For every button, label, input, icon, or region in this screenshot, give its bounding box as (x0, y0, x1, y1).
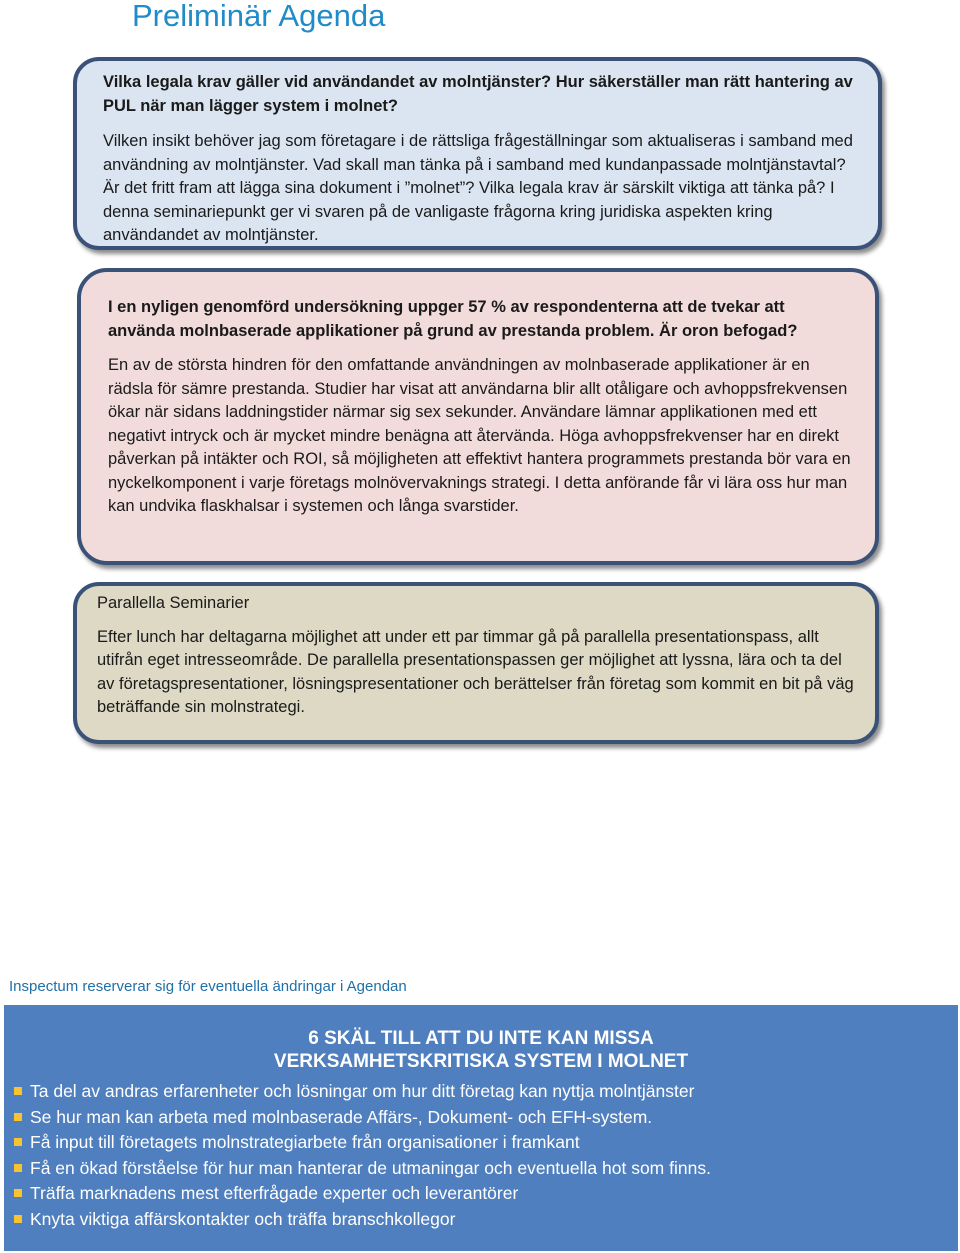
banner-heading-line-1: 6 SKÄL TILL ATT DU INTE KAN MISSA (308, 1028, 654, 1049)
agenda-disclaimer: Inspectum reserverar sig för eventuella ändringar i Agendan (9, 978, 407, 995)
page-title: Preliminär Agenda (132, 0, 386, 33)
reason-item (14, 1207, 958, 1233)
reason-text: Träffa marknadens mest efterfrågade experter och leverantörer (30, 1183, 519, 1203)
agenda-body: Efter lunch har deltagarna möjlighet att under ett par timmar gå på parallella presentationspass, allt utifrån eget intresseområde. De parallella presentationspassen ger möjlighet att lyssna, lära och ta del av företagspresentationer, lösningspresentationer och berättelser från företag som kommit en bit på väg beträffande sin molnstrategi. (97, 627, 854, 716)
agenda-box-performance (77, 268, 879, 565)
reason-item (14, 1079, 958, 1105)
reason-item (14, 1181, 958, 1207)
agenda-body: Vilken insikt behöver jag som företagare i de rättsliga frågeställningar som aktualiseras i samband med användning av molntjänster. Vad skall man tänka på i samband med kundanpassade molntjänstavtal? Är det fritt fram att lägga sina dokument i ”molnet”? Vilka legala krav är särskilt viktiga att tänka på? I denna seminariepunkt ger vi svaren på de vanligaste frågorna kring juridiska aspekten kring användandet av molntjänster. (103, 132, 853, 244)
reason-item (14, 1156, 958, 1182)
agenda-body: En av de största hindren för den omfattande användningen av molnbaserade applikationer är en rädsla för sämre prestanda. Studier har visat att användarna blir allt otåligare och avhoppsfrekvensen ökar när sidans laddningstider närmar sig sex sekunder. Användare lämnar applikationen med ett negativt intryck och är mycket mindre benägna att återvända. Höga avhoppsfrekvenser har en direkt påverkan på intäkter och ROI, så möjligheten att effektivt hantera programmets prestanda bör vara en nyckelkomponent i varje företags molnövervaknings strategi. I detta anförande får vi lära oss hur man kan undvika flaskhalsar i systemen och långa svarstider. (108, 356, 851, 515)
agenda-question: Vilka legala krav gäller vid användandet av molntjänster? Hur säkerställer man rätt hantering av PUL när man lägger system i molnet? (103, 73, 853, 115)
banner-heading-line-2: VERKSAMHETSKRITISKA SYSTEM I MOLNET (273, 1051, 689, 1072)
reason-text: Få input till företagets molnstrategiarbete från organisationer i framkant (30, 1132, 580, 1152)
square-bullet-icon (14, 1189, 22, 1197)
agenda-box-parallel-seminars (73, 582, 879, 744)
reason-text: Se hur man kan arbeta med molnbaserade Affärs-, Dokument- och EFH-system. (30, 1106, 653, 1127)
reason-text: Knyta viktiga affärskontakter och träffa branschkollegor (30, 1208, 456, 1229)
square-bullet-icon (14, 1087, 22, 1095)
reason-text: Få en ökad förståelse för hur man hanterar de utmaningar och eventuella hot som finns. (30, 1157, 711, 1178)
reasons-list (4, 1079, 958, 1232)
square-bullet-icon (14, 1164, 22, 1172)
reason-text: Ta del av andras erfarenheter och lösningar om hur ditt företag kan nyttja molntjänster (30, 1081, 695, 1101)
square-bullet-icon (14, 1138, 22, 1146)
square-bullet-icon (14, 1113, 22, 1121)
agenda-question: I en nyligen genomförd undersökning uppger 57 % av respondenterna att de tvekar att använda molnbaserade applikationer på grund av prestanda problem. Är oron befogad? (108, 298, 798, 340)
agenda-heading: Parallella Seminarier (97, 594, 250, 612)
reason-item (14, 1105, 958, 1131)
reasons-banner (4, 1005, 958, 1251)
agenda-box-legal (73, 57, 882, 250)
reason-item (14, 1130, 958, 1156)
square-bullet-icon (14, 1215, 22, 1223)
